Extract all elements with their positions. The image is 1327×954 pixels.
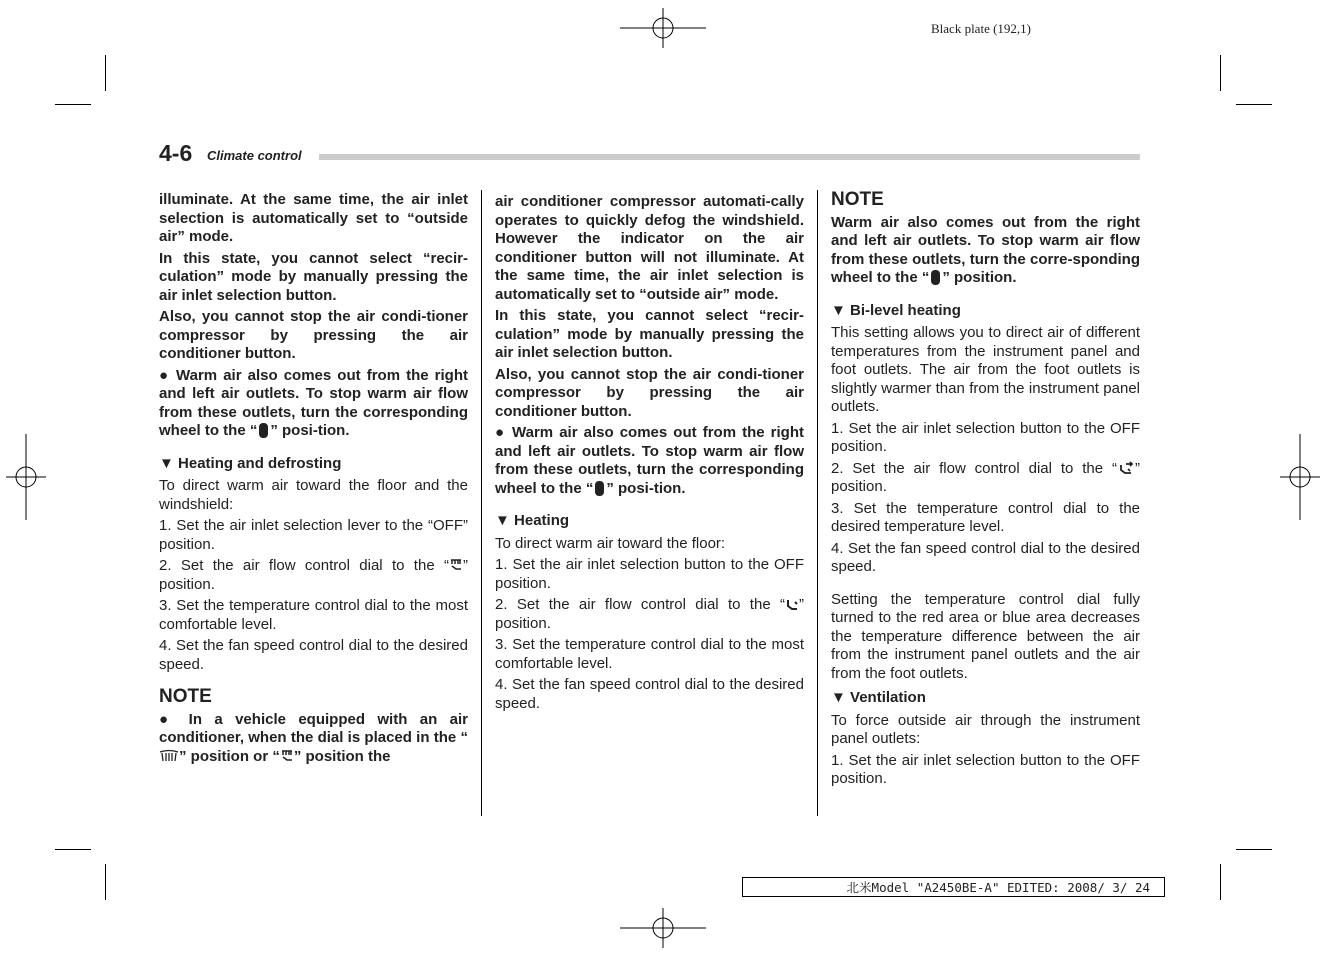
registration-mark-icon [620, 8, 706, 48]
crop-mark [105, 864, 106, 900]
paragraph: To force outside air through the instrument panel outlets: [831, 711, 1140, 747]
text: ● Warm air also comes out from the right and left air outlets. To stop warm air flow from these outlets, turn the corresponding wheel to the “ [495, 424, 804, 497]
text: ” position the [293, 747, 391, 765]
paragraph: Also, you cannot stop the air condi-tioner compressor by pressing the air conditioner button. [495, 365, 804, 420]
step [831, 460, 1140, 497]
page-header [159, 140, 1140, 166]
crop-mark [105, 55, 106, 91]
paragraph: air conditioner compressor automati-cally operates to quickly defog the windshield. However the indicator on the air conditioner button will not illuminate. At the same time, the air inlet selection is automatically set to “outside air” mode. [495, 193, 804, 303]
step: 1. Set the air inlet selection button to the OFF position. [831, 751, 1140, 787]
registration-mark-icon [6, 434, 46, 520]
paragraph: To direct warm air toward the floor and the windshield: [159, 477, 468, 513]
column-middle [495, 193, 804, 716]
section-title: Climate control [207, 148, 302, 163]
column-divider [817, 190, 818, 816]
text: ” position. [831, 459, 1140, 495]
text: ” posi-tion. [270, 422, 350, 439]
paragraph: illuminate. At the same time, the air inlet selection is automatically set to “outside air” mode. [159, 191, 468, 245]
paragraph: In this state, you cannot select “recir-culation” mode by manually pressing the air inlet selection button. [159, 249, 468, 304]
vent-wheel-closed-icon [259, 423, 268, 438]
paragraph: In this state, you cannot select “recir-culation” mode by manually pressing the air inlet selection button. [495, 307, 804, 361]
note-heading: NOTE [831, 189, 884, 210]
crop-mark [1236, 104, 1272, 105]
step: 4. Set the fan speed control dial to the desired speed. [831, 539, 1140, 575]
column-divider [481, 190, 482, 816]
crop-mark [55, 849, 91, 850]
paragraph: Setting the temperature control dial fully turned to the red area or blue area decreases the temperature difference between the air from the instrument panel outlets and the air from the foot outlets. [831, 590, 1140, 682]
text: ” position. [159, 557, 468, 593]
defrost-foot-icon [449, 558, 463, 573]
registration-mark-icon [1280, 434, 1320, 520]
note-text [831, 214, 1140, 288]
section-heading: ▼ Heating and defrosting [159, 454, 342, 472]
section-heading: ▼ Heating [495, 512, 570, 529]
defrost-icon [159, 749, 179, 764]
bilevel-icon [1117, 461, 1135, 476]
defrost-foot-icon [280, 749, 294, 764]
paragraph: This setting allows you to direct air of different temperatures from the instrument panel and foot outlets. The air from the foot outlets is slightly warmer than from the instrument panel outlets. [831, 324, 1140, 415]
crop-mark [1220, 55, 1221, 91]
vent-wheel-closed-icon [931, 270, 940, 285]
section-heading: ▼ Bi-level heating [831, 301, 961, 319]
step: 4. Set the fan speed control dial to the desired speed. [495, 676, 804, 712]
page-number: 4-6 [159, 140, 193, 166]
text: Warm air also comes out from the right and left air outlets. To stop warm air flow from these outlets, turn the corre-sponding wheel to the “ [831, 213, 1140, 286]
note-text [159, 711, 468, 767]
step: 1. Set the air inlet selection button to the OFF position. [831, 419, 1140, 455]
crop-mark [1236, 849, 1272, 850]
paragraph [159, 367, 468, 441]
foot-icon [785, 597, 799, 612]
crop-mark [1220, 864, 1221, 900]
note-heading: NOTE [159, 686, 212, 707]
text: ” posi-tion. [606, 479, 686, 497]
step: 3. Set the temperature control dial to the most comfortable level. [159, 597, 468, 633]
paragraph [495, 424, 804, 498]
paragraph: Also, you cannot stop the air condi-tioner compressor by pressing the air conditioner button. [159, 308, 468, 362]
step [495, 596, 804, 633]
step: 3. Set the temperature control dial to the most comfortable level. [495, 636, 804, 672]
text: ● Warm air also comes out from the right and left air outlets. To stop warm air flow from these outlets, turn the corresponding wheel to the “ [159, 366, 468, 439]
text: 2. Set the air flow control dial to the “ [159, 557, 449, 574]
step: 1. Set the air inlet selection lever to the “OFF” position. [159, 517, 468, 553]
paragraph: To direct warm air toward the floor: [495, 534, 726, 552]
step: 1. Set the air inlet selection button to the OFF position. [495, 556, 804, 592]
text: ” position. [495, 596, 804, 632]
header-rule [319, 154, 1140, 160]
text: 2. Set the air flow control dial to the “ [495, 596, 785, 613]
text: 2. Set the air flow control dial to the “ [831, 459, 1117, 477]
step: 3. Set the temperature control dial to the desired temperature level. [831, 499, 1140, 535]
edition-footer: 北米Model "A2450BE-A" EDITED: 2008/ 3/ 24 [742, 877, 1165, 897]
column-right [831, 191, 1140, 792]
step [159, 557, 468, 594]
text: ● In a vehicle equipped with an air conditioner, when the dial is placed in the “ [159, 710, 468, 746]
step: 4. Set the fan speed control dial to the desired speed. [159, 637, 468, 673]
text: ” position or “ [179, 747, 280, 765]
vent-wheel-closed-icon [595, 481, 604, 496]
registration-mark-icon [620, 908, 706, 948]
section-heading: ▼ Ventilation [831, 689, 926, 706]
plate-label: Black plate (192,1) [931, 21, 1031, 36]
crop-mark [55, 104, 91, 105]
column-left [159, 191, 468, 769]
text: ” position. [942, 269, 1017, 286]
